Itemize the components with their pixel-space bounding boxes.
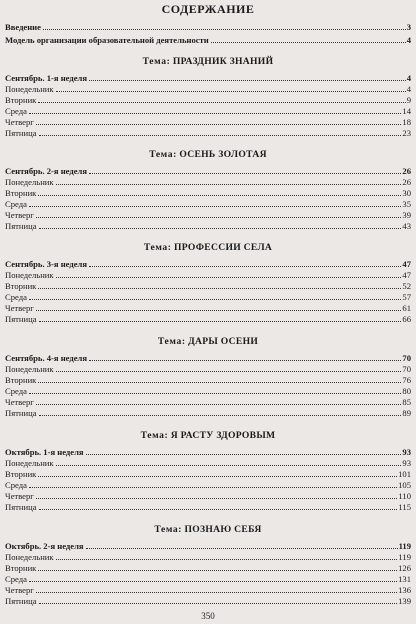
section-heading: Тема: ДАРЫ ОСЕНИ [157, 336, 259, 347]
dot-leader [86, 548, 398, 549]
toc-day-entry: Среда 131 [5, 574, 411, 584]
toc-day-entry: Понедельник 119 [5, 552, 411, 562]
dot-leader [36, 498, 398, 499]
dot-leader [29, 487, 397, 488]
dot-leader [39, 415, 402, 416]
dot-leader [56, 184, 402, 185]
toc-day-entry: Среда 105 [5, 480, 411, 490]
toc-day-entry: Вторник 101 [5, 469, 411, 479]
page-title: СОДЕРЖАНИЕ [161, 2, 255, 16]
toc-day-entry: Четверг 110 [5, 491, 411, 501]
toc-day-entry: Четверг 61 [5, 303, 411, 313]
toc-day-entry: Пятница 115 [5, 502, 411, 512]
toc-day-entry: Вторник 76 [5, 375, 411, 385]
entry-label: Введение [5, 22, 41, 32]
dot-leader [29, 581, 397, 582]
dot-leader [39, 135, 402, 136]
toc-day-entry: Среда 57 [5, 292, 411, 302]
toc-day-entry: Понедельник 70 [5, 364, 411, 374]
dot-leader [89, 173, 401, 174]
dot-leader [29, 113, 401, 114]
toc-day-entry: Четверг 85 [5, 397, 411, 407]
dot-leader [29, 206, 401, 207]
dot-leader [39, 228, 402, 229]
toc-week-entry: Сентябрь. 4-я неделя 70 [5, 353, 411, 363]
dot-leader [36, 217, 402, 218]
dot-leader [89, 266, 401, 267]
dot-leader [36, 124, 402, 125]
toc-week-entry: Октябрь. 2-я неделя 119 [5, 541, 411, 551]
page-number: 350 [201, 611, 215, 621]
dot-leader [89, 80, 406, 81]
dot-leader [38, 476, 397, 477]
toc-day-entry: Среда 35 [5, 199, 411, 209]
toc-day-entry: Вторник 52 [5, 281, 411, 291]
toc-week-entry: Сентябрь. 1-я неделя 4 [5, 73, 411, 83]
toc-week-entry: Октябрь. 1-я неделя 93 [5, 447, 411, 457]
toc-entry-model [5, 34, 411, 45]
section-heading: Тема: ПРАЗДНИК ЗНАНИЙ [142, 56, 274, 67]
toc-day-entry: Понедельник 93 [5, 458, 411, 468]
toc-day-entry: Четверг 136 [5, 585, 411, 595]
dot-leader [43, 29, 406, 30]
dot-leader [29, 299, 401, 300]
toc-day-entry: Вторник 126 [5, 563, 411, 573]
toc-day-entry: Четверг 18 [5, 117, 411, 127]
entry-page: 4 [406, 35, 411, 45]
dot-leader [39, 509, 398, 510]
dot-leader [89, 360, 401, 361]
dot-leader [39, 321, 402, 322]
dot-leader [56, 559, 398, 560]
dot-leader [56, 277, 402, 278]
dot-leader [38, 382, 401, 383]
dot-leader [39, 603, 398, 604]
toc-day-entry: Понедельник 47 [5, 270, 411, 280]
toc-day-entry: Пятница 66 [5, 314, 411, 324]
dot-leader [56, 465, 402, 466]
toc-day-entry: Понедельник 4 [5, 84, 411, 94]
toc-day-entry: Понедельник 26 [5, 177, 411, 187]
dot-leader [56, 91, 406, 92]
section-heading: Тема: ПРОФЕССИИ СЕЛА [143, 242, 273, 253]
dot-leader [86, 454, 402, 455]
dot-leader [36, 310, 402, 311]
dot-leader [211, 42, 406, 43]
dot-leader [38, 195, 401, 196]
toc-day-entry: Среда 80 [5, 386, 411, 396]
toc-day-entry: Вторник 30 [5, 188, 411, 198]
toc-day-entry: Пятница 139 [5, 596, 411, 606]
section-heading: Тема: Я РАСТУ ЗДОРОВЫМ [140, 430, 276, 441]
dot-leader [38, 288, 401, 289]
dot-leader [56, 371, 402, 372]
dot-leader [38, 570, 397, 571]
toc-week-entry: Сентябрь. 2-я неделя 26 [5, 166, 411, 176]
toc-day-entry: Среда 14 [5, 106, 411, 116]
toc-entry-introduction [5, 21, 411, 32]
section-heading: Тема: ПОЗНАЮ СЕБЯ [154, 524, 262, 535]
toc-week-entry: Сентябрь. 3-я неделя 47 [5, 259, 411, 269]
entry-label: Модель организации образовательной деятельности [5, 35, 209, 45]
toc-day-entry: Пятница 89 [5, 408, 411, 418]
toc-day-entry: Вторник 9 [5, 95, 411, 105]
toc-day-entry: Пятница 23 [5, 128, 411, 138]
dot-leader [38, 102, 405, 103]
dot-leader [29, 393, 401, 394]
dot-leader [36, 404, 402, 405]
toc-day-entry: Пятница 43 [5, 221, 411, 231]
toc-day-entry: Четверг 39 [5, 210, 411, 220]
section-heading: Тема: ОСЕНЬ ЗОЛОТАЯ [149, 149, 267, 160]
entry-page: 3 [406, 22, 411, 32]
dot-leader [36, 592, 397, 593]
